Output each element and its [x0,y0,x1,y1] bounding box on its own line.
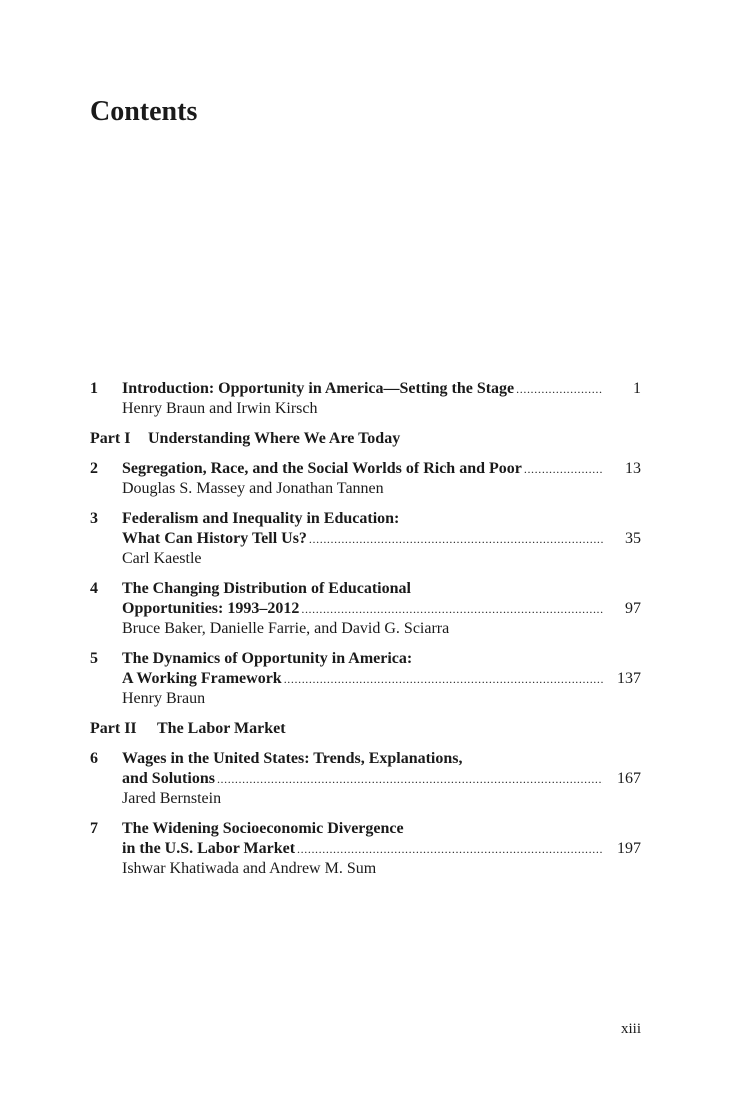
toc-entry-chapter-4[interactable] [90,579,641,639]
page-folio: xiii [620,1021,641,1037]
chapter-title-line-1: The Widening Socioeconomic Divergence [122,820,404,837]
page-title: Contents [90,96,198,127]
chapter-title-line-2: A Working Framework [122,670,282,687]
chapter-number: 6 [90,750,98,767]
dot-leader [282,669,603,689]
page-number: 197 [617,840,641,857]
chapter-authors: Henry Braun and Irwin Kirsch [122,400,318,417]
dot-leader [522,459,603,479]
part-title: The Labor Market [157,720,286,737]
chapter-authors: Jared Bernstein [122,790,222,807]
chapter-title-line-1: The Dynamics of Opportunity in America: [122,650,413,667]
chapter-number: 1 [90,380,98,397]
chapter-title-line-2: and Solutions [122,770,215,787]
page-number: 1 [633,380,641,397]
chapter-title-line-1: Federalism and Inequality in Education: [122,510,400,527]
toc-entry-chapter-3[interactable] [90,509,641,569]
dot-leader [514,379,603,399]
dot-leader [299,599,603,619]
chapter-number: 4 [90,580,98,597]
chapter-number: 2 [90,460,98,477]
chapter-title-line-1: Wages in the United States: Trends, Explanations, [122,750,463,767]
chapter-title: Introduction: Opportunity in America—Setting the Stage [122,380,515,397]
dot-leader [295,839,603,859]
dot-leader [215,769,603,789]
page-number: 137 [617,670,641,687]
toc-entry-chapter-2[interactable] [90,459,641,499]
chapter-title-line-2: in the U.S. Labor Market [122,840,296,857]
chapter-authors: Ishwar Khatiwada and Andrew M. Sum [122,860,377,877]
toc-entry-chapter-1[interactable] [90,379,641,419]
part-label: Part I [90,430,131,447]
chapter-title-line-1: The Changing Distribution of Educational [122,580,411,597]
page-number: 13 [625,460,641,477]
chapter-title-line-2: What Can History Tell Us? [122,530,307,547]
part-heading-1 [90,429,641,449]
part-title: Understanding Where We Are Today [148,430,401,447]
dot-leader [307,529,603,549]
chapter-number: 7 [90,820,98,837]
chapter-authors: Douglas S. Massey and Jonathan Tannen [122,480,384,497]
part-heading-2 [90,719,641,739]
chapter-number: 5 [90,650,98,667]
toc-entry-chapter-7[interactable] [90,819,641,879]
chapter-title-line-2: Opportunities: 1993–2012 [122,600,300,617]
toc-entry-chapter-5[interactable] [90,649,641,709]
chapter-authors: Bruce Baker, Danielle Farrie, and David G. Sciarra [122,620,450,637]
chapter-title: Segregation, Race, and the Social Worlds of Rich and Poor [122,460,522,477]
chapter-authors: Henry Braun [122,690,206,707]
table-of-contents [90,379,641,889]
page-number: 35 [625,530,641,547]
page-number: 167 [617,770,641,787]
chapter-authors: Carl Kaestle [122,550,202,567]
page-number: 97 [625,600,641,617]
chapter-number: 3 [90,510,98,527]
toc-entry-chapter-6[interactable] [90,749,641,809]
part-label: Part II [90,720,137,737]
